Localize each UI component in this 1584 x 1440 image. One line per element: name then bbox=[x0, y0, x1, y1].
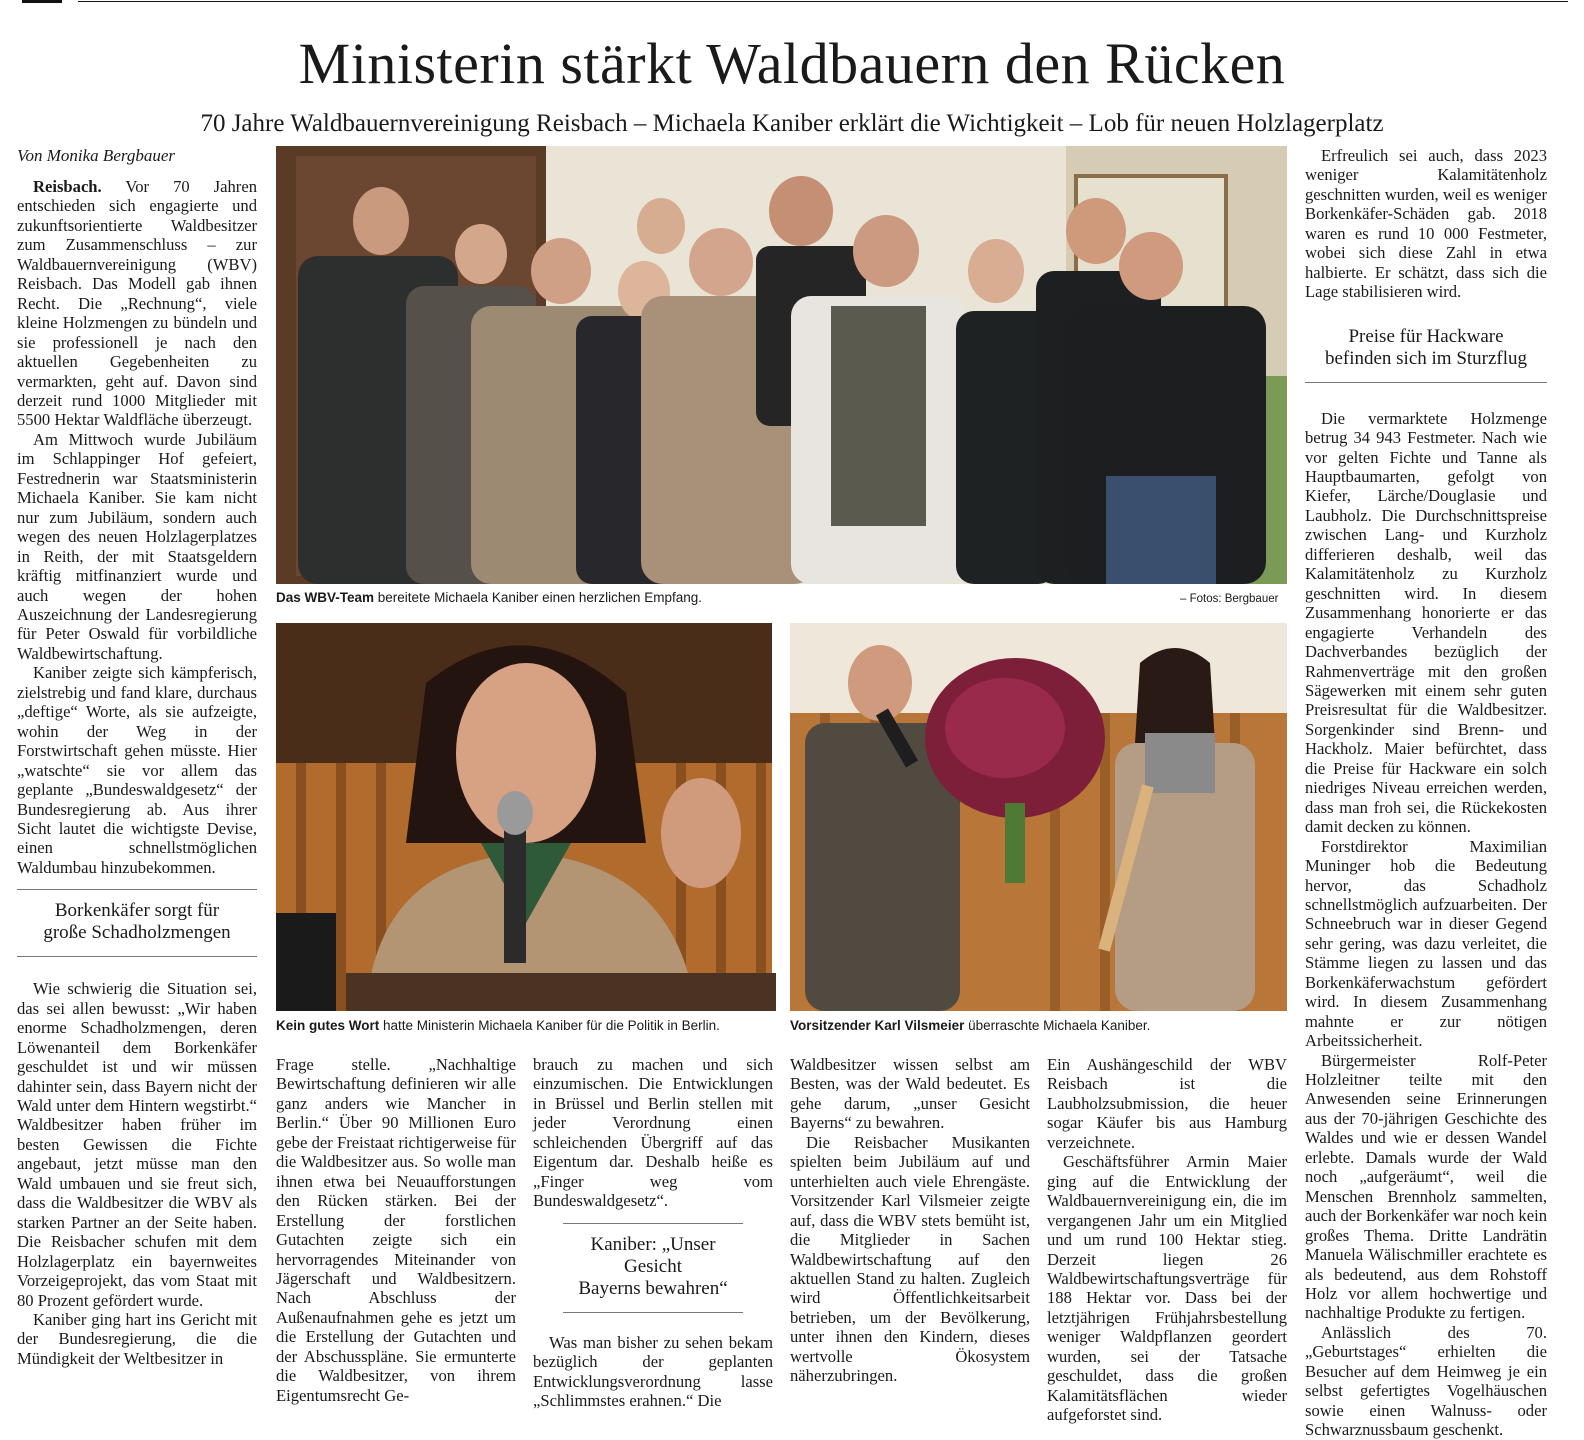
paragraph: Anlässlich des 70. „Geburtstages“ erhielten die Besucher auf dem Heimweg je ein selbst gefertigtes Vogelhäuschen sowie einen Walnuss- oder Schwarznussbaum geschenkt. bbox=[1305, 1322, 1547, 1440]
subheadline: 70 Jahre Waldbauernvereinigung Reisbach – Michaela Kaniber erklärt die Wichtigkeit – Lob für neuen Holzlagerplatz bbox=[200, 110, 1384, 137]
team-photo-caption: Das WBV-Team bereitete Michaela Kaniber einen herzlichen Empfang. bbox=[276, 590, 702, 605]
paragraph: brauch zu machen und sich einzumischen. Die Entwicklungen in Brüssel und Berlin stellen mit jeder Verordnung einen schleichenden Übergriff auf das Eigentum dar. Deshalb heiße es „Finger weg vom Bundeswaldgesetz“. bbox=[533, 1055, 773, 1211]
paragraph: Ein Aushängeschild der WBV Reisbach ist die Laubholzsubmission, die heuer sogar Käufer bis aus Hamburg verzeichnete. bbox=[1047, 1055, 1287, 1152]
article-column-4 bbox=[790, 1055, 1030, 1386]
paragraph: Am Mittwoch wurde Jubiläum im Schlappinger Hof gefeiert, Festrednerin war Staatsministerin Michaela Kaniber. Sie kam nicht nur zum Jubiläum, sondern auch wegen des neuen Holzlagerplatzes in Reith, der mit Staatsgeldern kräftig mitfinanziert wurde und auch wegen der hohen Auszeichnung der Landesregierung für Peter Oswald für vorbildliche Waldbewirtschaftung. bbox=[17, 429, 257, 663]
section-heading: Kaniber: „Unser Gesicht Bayerns bewahren“ bbox=[563, 1223, 743, 1313]
article-column-2 bbox=[276, 1055, 516, 1405]
top-rule bbox=[78, 1, 1568, 2]
article-column-5 bbox=[1047, 1055, 1287, 1425]
paragraph: Kaniber ging hart ins Gericht mit der Bundesregierung, die die Mündigkeit der Weltbesitzer in bbox=[17, 1310, 257, 1368]
byline: Von Monika Bergbauer bbox=[17, 146, 176, 165]
paragraph: Bürgermeister Rolf-Peter Holzleitner teilte mit den Anwesenden seine Erinnerungen aus der 70-jährigen Geschichte des Waldes und wie er dessen Wandel erlebte. Damals wurde der Wald noch „aufgeräumt“, weil die Menschen Brennholz sammelten, auch der Borkenkäfer war noch kein großes Thema. Dritte Landrätin Manuela Wälischmiller erachtete es als bedeutend, aus dem Rohstoff Holz vor allem hochwertige und nachhaltige Produkte zu fertigen. bbox=[1305, 1050, 1547, 1323]
dateline: Reisbach. bbox=[33, 177, 102, 196]
article-column-1 bbox=[17, 177, 257, 1368]
article-column-6 bbox=[1305, 146, 1547, 1440]
paragraph: Reisbach. Vor 70 Jahren entschieden sich engagierte und zukunftsorientierte Waldbesitzer zum Zusammenschluss – zur Waldbauernvereinigung (WBV) Reisbach. Das Modell gab ihnen Recht. Die „Rechnung“, viele kleine Holzmengen zu bündeln und sie professionell je nach den aktuellen Gegebenheiten zu vermarkten, geht auf. Davon sind derzeit rund 1000 Mitglieder mit 5500 Hektar Waldfläche überzeugt. bbox=[17, 177, 257, 430]
section-heading: Preise für Hackware befinden sich im Sturzflug bbox=[1305, 316, 1547, 383]
section-heading: Borkenkäfer sorgt für große Schadholzmengen bbox=[17, 889, 257, 957]
paragraph: Kaniber zeigte sich kämpferisch, zielstrebig und fand klare, durchaus „deftige“ Worte, als sie aufzeigte, wohin der Weg in der Forstwirtschaft gehen müsste. Hier „watschte“ sie vor allem das geplante „Bundeswaldgesetz“ der Bundesregierung ab. Aus ihrer Sicht lautet die wichtigste Devise, einen schnellstmöglichen Waldumbau hinzubekommen. bbox=[17, 663, 257, 877]
photo-credit: – Fotos: Bergbauer bbox=[1180, 593, 1279, 605]
paragraph: Was man bisher zu sehen bekam bezüglich der geplanten Entwicklungsverordnung lasse „Schlimmstes erahnen.“ Die bbox=[533, 1332, 773, 1410]
speech-photo bbox=[276, 623, 772, 1011]
paragraph: Geschäftsführer Armin Maier ging auf die Entwicklung der Waldbauernvereinigung ein, die im vergangenen Jahr um ein Mitglied und um rund 100 Hektar stieg. Derzeit liegen 26 Waldbewirtschaftungsverträge für 188 Hektar vor. Dass bei der letztjährigen Frühjahrsbestellung weniger Waldpflanzen geordert wurden, sei der Tatsache geschuldet, dass die großen Kalamitätsflächen wieder aufgeforstet sind. bbox=[1047, 1152, 1287, 1425]
paragraph: Waldbesitzer wissen selbst am Besten, was der Wald bedeutet. Es gehe darum, „unser Gesicht Bayerns“ zu bewahren. bbox=[790, 1055, 1030, 1133]
paragraph: Die vermarktete Holzmenge betrug 34 943 Festmeter. Nach wie vor gelten Fichte und Tanne als Hauptbaumarten, gefolgt von Kiefer, Lärche/Douglasie und Laubholz. Die Durchschnittspreise zwischen Lang- und Kurzholz differieren deshalb, weil das Kalamitätenholz zu Kurzholz geschnitten wird. In diesem Zusammenhang honorierte er das engagierte Verhandeln des Dachverbandes bezüglich der Rahmenverträge mit den großen Sägewerken mit einem sehr guten Preisresultat für die Waldbesitzer. Sorgenkinder sind Brenn- und Hackholz. Maier befürchtet, dass die Preise für Hackware ein solch niedriges Niveau erreichen werden, dass man froh sei, die Rückekosten damit decken zu können. bbox=[1305, 408, 1547, 837]
article-column-3 bbox=[533, 1055, 773, 1410]
paragraph: Forstdirektor Maximilian Muninger hob die Bedeutung hervor, das Schadholz schnellstmöglich aufzuarbeiten. Der Schneebruch war in dieser Gegend sehr gering, was dazu verleitet, die Stämme liegen zu lassen und das Borkenkäferwachstum gefördert wird. In diesem Zusammenhang mahnte er zur nötigen Arbeitssicherheit. bbox=[1305, 836, 1547, 1051]
gift-photo bbox=[790, 623, 1287, 1011]
paragraph: Erfreulich sei auch, dass 2023 weniger Kalamitätenholz geschnitten wurden, weil es weniger Borkenkäfer-Schäden gab. 2018 waren es rund 10 000 Festmeter, wobei sich diese Zahl in etwa halbierte. Er schätzt, dass sich die Lage stabilisieren wird. bbox=[1305, 146, 1547, 302]
paragraph: Wie schwierig die Situation sei, das sei allen bewusst: „Wir haben enorme Schadholzmengen, deren Löwenanteil dem Borkenkäfer geschuldet ist und wir müssen dahinter sein, dass Bayern nicht der Wald unter dem Hintern wegstirbt.“ Waldbesitzer haben früher im besten Gewissen die Fichte angebaut, jetzt müsse man den Wald umbauen und sie freut sich, dass die Waldbesitzer die WBV als starken Partner an der Seite haben. Die Reisbacher schufen mit dem Holzlagerplatz ein bayernweites Vorzeigeprojekt, das vom Staat mit 80 Prozent gefördert wurde. bbox=[17, 979, 257, 1310]
speech-photo-caption: Kein gutes Wort hatte Ministerin Michaela Kaniber für die Politik in Berlin. bbox=[276, 1018, 720, 1033]
team-photo bbox=[276, 146, 1287, 584]
headline: Ministerin stärkt Waldbauern den Rücken bbox=[298, 31, 1286, 96]
paragraph: Frage stelle. „Nachhaltige Bewirtschaftung definieren wir alle ganz anders wie Mancher in Berlin.“ Über 90 Millionen Euro gebe der Freistaat richtigerweise für die Waldbesitzer aus. So wolle man ihnen etwa bei Neuaufforstungen den Rücken stärken. Bei der Erstellung der forstlichen Gutachten zeigte sich ein hervorragendes Miteinander von Jägerschaft und Waldbesitzern. Nach Abschluss der Außenaufnahmen gehe es jetzt um die Erstellung der Gutachten und der Abschusspläne. Sie ermunterte die Waldbesitzer, von ihrem Eigentumsrecht Ge- bbox=[276, 1055, 516, 1405]
top-rule-accent bbox=[22, 0, 62, 3]
gift-photo-caption: Vorsitzender Karl Vilsmeier überraschte Michaela Kaniber. bbox=[790, 1018, 1151, 1033]
paragraph: Die Reisbacher Musikanten spielten beim Jubiläum auf und unterhielten auch viele Ehrengäste. Vorsitzender Karl Vilsmeier zeigte auf, dass die WBV stets bemüht ist, die Mitglieder in Sachen Waldbewirtschaftung auf den aktuellen Stand zu halten. Zugleich wird Öffentlichkeitsarbeit betrieben, um der Bevölkerung, unter ihnen den Kindern, dieses wertvolle Ökosystem näherzubringen. bbox=[790, 1132, 1030, 1386]
